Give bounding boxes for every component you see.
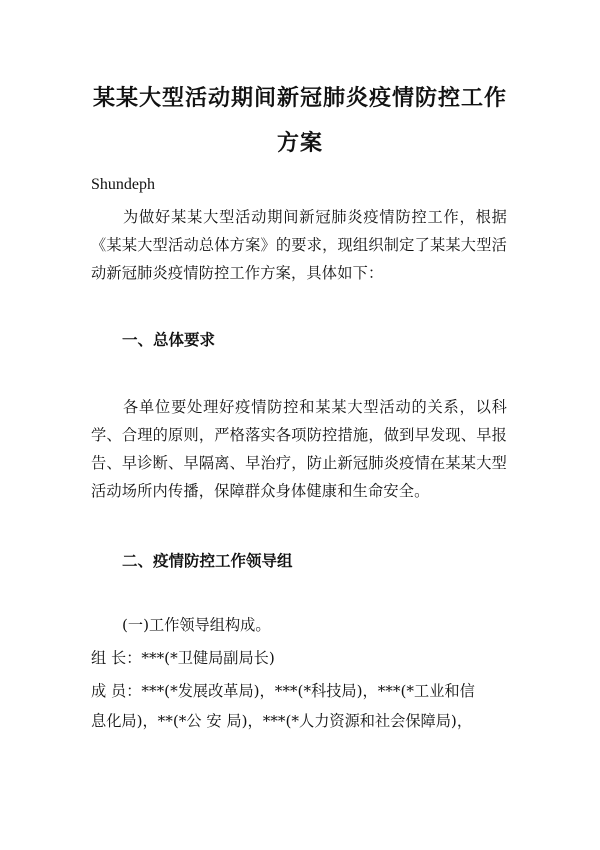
leader-line: 组 长：***(*卫健局副局长) [91,649,275,667]
author-name: Shundeph [91,176,155,193]
section-1-paragraph: 各单位要处理好疫情防控和某某大型活动的关系，以科学、合理的原则，严格落实各项防控措施，做到早发现、早报告、早诊断、早隔离、早治疗，防止新冠肺炎疫情在某某大型活动场所内传播，保障群众身体健康和生命安全。 [91,398,507,500]
section-1-heading: 一、总体要求 [122,331,216,349]
members-line-1: 成 员：***(*发展改革局)，***(*科技局)，***(*工业和信 [91,682,475,700]
section-2-heading: 二、疫情防控工作领导组 [122,552,293,570]
intro-paragraph: 为做好某某大型活动期间新冠肺炎疫情防控工作，根据《某某大型活动总体方案》的要求，现组织制定了某某大型活动新冠肺炎疫情防控工作方案，具体如下： [91,208,507,282]
subsection-1-label: (一)工作领导组构成。 [122,616,271,634]
document-title-line-2: 方案 [276,131,323,156]
document-title-line-1: 某某大型活动期间新冠肺炎疫情防控工作 [92,86,507,111]
members-line-2: 息化局)，**(*公 安 局)，***(*人力资源和社会保障局)， [91,712,473,730]
